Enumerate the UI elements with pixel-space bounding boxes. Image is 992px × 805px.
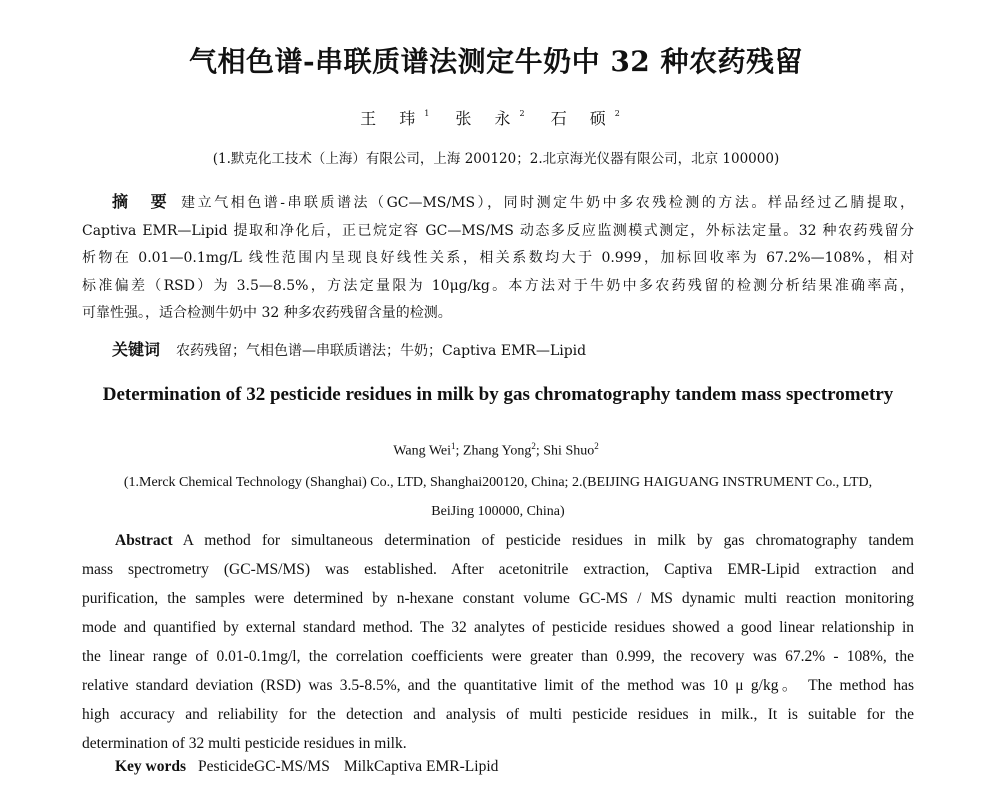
abstract-text: 建立气相色谱-串联质谱法（GC—MS/MS），同时测定牛奶中多农残检测的方法。样品经过乙腈提取，	[181, 195, 914, 211]
keyword: PesticideGC-MS/MS	[198, 758, 330, 775]
affiliation-line: BeiJing 100000, China)	[431, 504, 565, 519]
english-keywords	[115, 758, 512, 776]
chinese-affiliation: (1.默克化工技术（上海）有限公司，上海 200120；2.北京海光仪器有限公司，北京 100000)	[212, 151, 780, 167]
english-abstract	[82, 526, 914, 758]
affiliation-line: (1.Merck Chemical Technology (Shanghai) Co., LTD, Shanghai200120, China; 2.(BEIJING HAIGUANG INSTRUMENT Co., LTD,	[123, 475, 873, 490]
abstract-line: determination of 32 multi pesticide residues in milk.	[82, 735, 407, 752]
english-affiliation	[82, 468, 914, 526]
abstract-line: high accuracy and reliability for the detection and analysis of multi pesticide residues in milk., It is suitable for the	[82, 706, 914, 723]
abstract-line: mass spectrometry (GC-MS/MS) was established. After acetonitrile extraction, Captiva EMR-Lipid extraction and	[82, 561, 914, 578]
keywords-label: 关键词	[112, 340, 161, 359]
abstract-line: purification, the samples were determined by n-hexane constant volume GC-MS / MS dynamic multi reaction monitoring	[82, 590, 914, 607]
author-affiliation-marker: 1	[451, 441, 456, 451]
author-affiliation-marker: 1	[424, 109, 430, 118]
keyword: MilkCaptiva EMR-Lipid	[343, 758, 499, 775]
english-title: Determination of 32 pesticide residues in milk by gas chromatography tandem mass spectrometry	[102, 384, 894, 405]
chinese-authors	[0, 106, 992, 129]
author-name: 石 硕	[550, 109, 615, 128]
abstract-text: A method for simultaneous determination of pesticide residues in milk by gas chromatography tandem	[182, 532, 914, 549]
abstract-line: 可靠性强。，适合检测牛奶中 32 种多农药残留含量的检测。	[82, 305, 452, 321]
chinese-abstract	[82, 188, 914, 328]
abstract-line	[82, 526, 914, 555]
abstract-line: 析物在 0.01—0.1mg/L 线性范围内呈现良好线性关系，相关系数均大于 0.999，加标回收率为 67.2%—108%，相对	[82, 250, 914, 266]
chinese-title: 气相色谱-串联质谱法测定牛奶中 32 种农药残留	[188, 45, 804, 78]
abstract-label: Abstract	[115, 532, 173, 549]
abstract-line: 标准偏差（RSD）为 3.5—8.5%，方法定量限为 10μg/kg。本方法对于牛奶中多农药残留的检测分析结果准确率高，	[82, 277, 914, 294]
author-separator: ;	[535, 443, 544, 459]
author-affiliation-marker: 2	[531, 441, 536, 451]
abstract-label: 摘 要	[112, 192, 176, 211]
abstract-line: the linear range of 0.01-0.1mg/l, the correlation coefficients were greater than 0.999, the recovery was 67.2% - 108%, the	[82, 648, 914, 665]
abstract-line	[82, 188, 914, 218]
abstract-line: relative standard deviation (RSD) was 3.5-8.5%, and the quantitative limit of the method was 10 μ g/kg。 The method has	[82, 677, 914, 694]
keywords-label: Key words	[115, 758, 187, 775]
author-name: 王 玮	[360, 109, 425, 128]
author-name: Wang Wei	[393, 443, 452, 459]
author-affiliation-marker: 2	[614, 109, 620, 118]
chinese-keywords	[112, 337, 586, 360]
abstract-line: mode and quantified by external standard method. The 32 analytes of pesticide residues showed a good linear relationship in	[82, 619, 914, 636]
author-name: 张 永	[455, 109, 520, 128]
author-affiliation-marker: 2	[519, 109, 525, 118]
author-name: Zhang Yong	[462, 443, 532, 459]
author-affiliation-marker: 2	[594, 441, 599, 451]
abstract-line: Captiva EMR—Lipid 提取和净化后，正已烷定容 GC—MS/MS 动态多反应监测模式测定，外标法定量。32 种农药残留分	[82, 222, 914, 239]
author-name: Shi Shuo	[543, 443, 595, 459]
author-separator: ;	[455, 443, 463, 459]
keywords-text: 农药残留；气相色谱—串联质谱法；牛奶；Captiva EMR—Lipid	[176, 343, 587, 359]
english-authors	[0, 441, 992, 460]
